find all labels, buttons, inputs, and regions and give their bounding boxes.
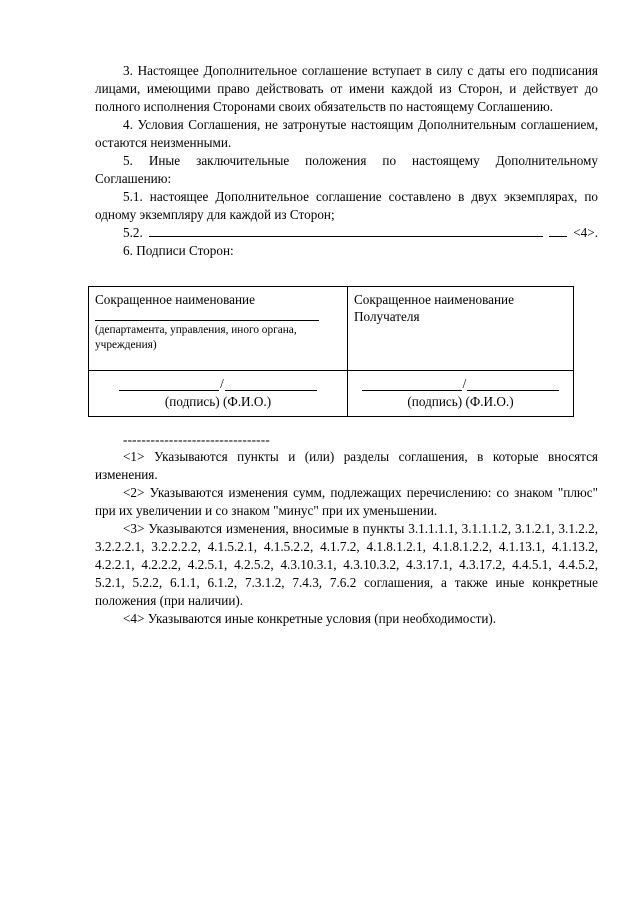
left-name-blank (95, 310, 319, 321)
clause-5-1: 5.1. настоящее Дополнительное соглашение составлено в двух экземплярах, по одному экземпляру для каждой из Сторон; (95, 189, 598, 222)
footnote-2: <2> Указываются изменения сумм, подлежащих перечислению: со знаком "плюс" при их увеличении и со знаком "минус" при их уменьшении. (95, 485, 598, 518)
clause-6: 6. Подписи Сторон: (123, 243, 234, 258)
signature-right-header (348, 287, 574, 371)
signature-left-header (89, 287, 348, 371)
clause-5-2-label: 5.2. (123, 225, 143, 240)
clause-5-2-short-blank (549, 224, 567, 237)
clause-5-2-blank (149, 224, 543, 237)
right-slash: / (462, 376, 467, 391)
left-note: (департамента, управления, иного органа, учреждения) (95, 324, 297, 351)
clause-5: 5. Иные заключительные положения по настоящему Дополнительному Соглашению: (95, 153, 598, 186)
left-signature-line (95, 376, 341, 391)
footnote-4: <4> Указываются иные конкретные условия (при необходимости). (123, 611, 497, 626)
right-fio-blank (467, 378, 559, 391)
clause-4: 4. Условия Соглашения, не затронутые настоящим Дополнительным соглашением, остаются неизменными. (95, 117, 598, 150)
left-slash: / (220, 376, 224, 391)
right-caption: (подпись) (Ф.И.О.) (407, 394, 514, 409)
signature-left-cell (89, 371, 348, 417)
left-title: Сокращенное наименование (95, 292, 255, 307)
clause-5-2-ref (549, 224, 598, 242)
footnote-1: <1> Указываются пункты и (или) разделы соглашения, в которые вносятся изменения. (95, 449, 598, 482)
left-caption: (подпись) (Ф.И.О.) (164, 394, 272, 409)
footnote-separator: -------------------------------- (123, 432, 270, 447)
signature-right-cell (348, 371, 574, 417)
left-signature-blank (119, 378, 219, 391)
right-signature-blank (362, 378, 462, 391)
clause-3: 3. Настоящее Дополнительное соглашение вступает в силу с даты его подписания лицами, имеющими право действовать от имени каждой из Сторон, и действует до полного исполнения Сторонами своих обязательств по настоящему Соглашению. (95, 63, 598, 114)
signature-table (88, 286, 574, 417)
right-signature-line (354, 376, 567, 391)
right-title: Сокращенное наименование Получателя (354, 292, 514, 324)
left-fio-blank (225, 378, 317, 391)
footnote-3: <3> Указываются изменения, вносимые в пункты 3.1.1.1.1, 3.1.1.1.2, 3.1.2.1, 3.1.2.2, 3.2.2.2.1, 3.2.2.2.2, 4.1.5.2.1, 4.1.5.2.2, 4.1.7.2, 4.1.8.1.2.1, 4.1.8.1.2.2, 4.1.13.1, 4.1.13.2, 4.2.2.1, 4.2.2.2, 4.2.5.1, 4.2.5.2, 4.3.10.3.1, 4.3.10.3.2, 4.3.17.1, 4.3.17.2, 4.4.5.1, 4.4.5.2, 5.2.1, 5.2.2, 6.1.1, 6.1.2, 7.3.1.2, 7.4.3, 7.6.2 соглашения, а также иные конкретные положения (при наличии). (95, 521, 598, 608)
clause-5-2-ref-text: <4>. (573, 225, 598, 240)
clause-5-2 (95, 224, 598, 242)
clauses-block (95, 62, 598, 260)
footnotes-block (95, 432, 598, 628)
